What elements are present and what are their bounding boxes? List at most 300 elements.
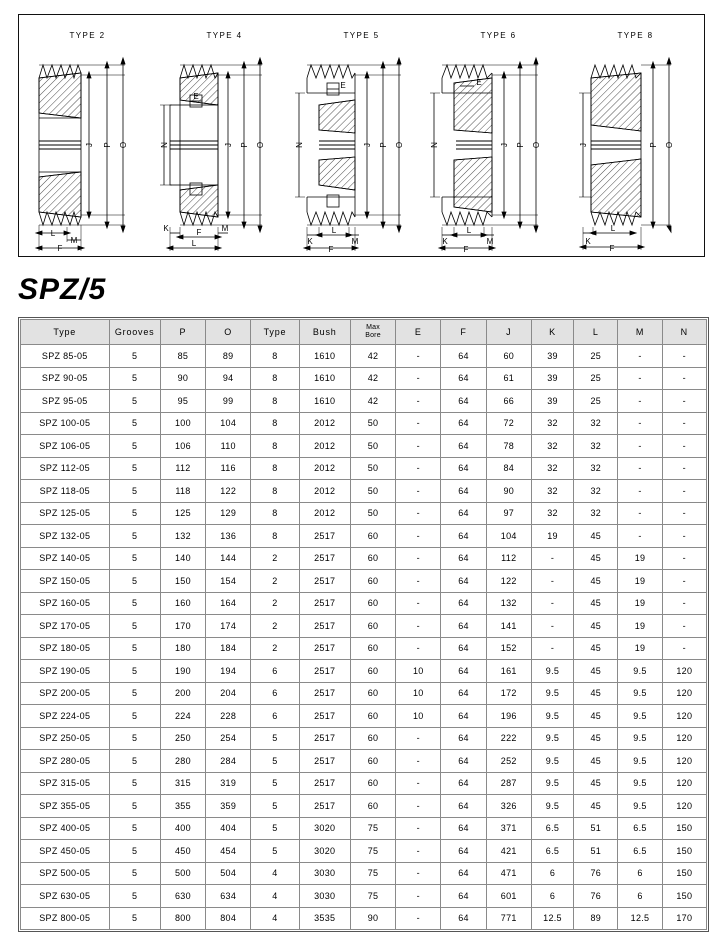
dim-label-m: M bbox=[70, 236, 78, 245]
cell-type2: 4 bbox=[251, 907, 299, 930]
cell-type2: 2 bbox=[251, 592, 299, 615]
cell-p: 150 bbox=[160, 570, 205, 593]
table-row bbox=[21, 502, 707, 525]
cell-p: 450 bbox=[160, 840, 205, 863]
column-header-k: K bbox=[531, 320, 573, 345]
dim-label-j: J bbox=[85, 143, 94, 147]
table-body bbox=[21, 345, 707, 930]
cell-k: 9.5 bbox=[531, 660, 573, 683]
cell-type: SPZ 132-05 bbox=[21, 525, 110, 548]
cell-type: SPZ 150-05 bbox=[21, 570, 110, 593]
dim-label-e: E bbox=[340, 81, 346, 90]
cell-e: - bbox=[396, 435, 441, 458]
cell-k: 9.5 bbox=[531, 727, 573, 750]
table-row bbox=[21, 907, 707, 930]
cell-m: 9.5 bbox=[618, 682, 662, 705]
column-header-p: P bbox=[160, 320, 205, 345]
cell-max_bore: 75 bbox=[350, 840, 395, 863]
cell-grooves: 5 bbox=[109, 705, 160, 728]
cell-type2: 2 bbox=[251, 570, 299, 593]
cell-type2: 8 bbox=[251, 412, 299, 435]
cell-f: 64 bbox=[441, 412, 486, 435]
cell-f: 64 bbox=[441, 390, 486, 413]
cell-grooves: 5 bbox=[109, 525, 160, 548]
cell-j: 60 bbox=[486, 345, 531, 368]
cell-m: 9.5 bbox=[618, 727, 662, 750]
cell-m: 19 bbox=[618, 570, 662, 593]
cell-e: - bbox=[396, 592, 441, 615]
cell-p: 250 bbox=[160, 727, 205, 750]
cell-o: 116 bbox=[206, 457, 251, 480]
cell-j: 371 bbox=[486, 817, 531, 840]
cell-k: - bbox=[531, 615, 573, 638]
cell-grooves: 5 bbox=[109, 817, 160, 840]
diagram-type-8-label: TYPE 8 bbox=[617, 31, 654, 40]
cell-grooves: 5 bbox=[109, 682, 160, 705]
cell-type2: 5 bbox=[251, 772, 299, 795]
cell-k: 6 bbox=[531, 885, 573, 908]
cell-n: 120 bbox=[662, 660, 706, 683]
spec-table-container bbox=[18, 317, 709, 932]
cell-l: 32 bbox=[574, 502, 618, 525]
cell-f: 64 bbox=[441, 727, 486, 750]
cell-grooves: 5 bbox=[109, 345, 160, 368]
cell-k: 39 bbox=[531, 367, 573, 390]
cell-e: - bbox=[396, 390, 441, 413]
cell-p: 112 bbox=[160, 457, 205, 480]
cell-n: 150 bbox=[662, 840, 706, 863]
dim-label-k: K bbox=[585, 237, 591, 246]
cell-l: 45 bbox=[574, 795, 618, 818]
cell-f: 64 bbox=[441, 840, 486, 863]
table-row bbox=[21, 435, 707, 458]
cell-n: 120 bbox=[662, 750, 706, 773]
cell-m: - bbox=[618, 390, 662, 413]
column-header-n: N bbox=[662, 320, 706, 345]
table-row bbox=[21, 367, 707, 390]
cell-type2: 5 bbox=[251, 840, 299, 863]
table-row bbox=[21, 592, 707, 615]
cell-type: SPZ 90-05 bbox=[21, 367, 110, 390]
cell-j: 61 bbox=[486, 367, 531, 390]
cell-type: SPZ 170-05 bbox=[21, 615, 110, 638]
cell-type: SPZ 125-05 bbox=[21, 502, 110, 525]
cell-k: 9.5 bbox=[531, 772, 573, 795]
cell-p: 106 bbox=[160, 435, 205, 458]
dim-label-j: J bbox=[500, 143, 509, 147]
cell-e: - bbox=[396, 412, 441, 435]
cell-e: - bbox=[396, 727, 441, 750]
cell-grooves: 5 bbox=[109, 637, 160, 660]
cell-type2: 4 bbox=[251, 862, 299, 885]
cell-bush: 2517 bbox=[299, 615, 350, 638]
cell-f: 64 bbox=[441, 795, 486, 818]
cell-j: 90 bbox=[486, 480, 531, 503]
cell-n: - bbox=[662, 457, 706, 480]
cell-type: SPZ 160-05 bbox=[21, 592, 110, 615]
cell-m: 9.5 bbox=[618, 660, 662, 683]
cell-m: - bbox=[618, 345, 662, 368]
cell-m: - bbox=[618, 502, 662, 525]
cell-f: 64 bbox=[441, 772, 486, 795]
cell-j: 601 bbox=[486, 885, 531, 908]
column-header-j: J bbox=[486, 320, 531, 345]
cell-k: 6.5 bbox=[531, 840, 573, 863]
cell-j: 112 bbox=[486, 547, 531, 570]
column-header-type: Type bbox=[21, 320, 110, 345]
cell-j: 771 bbox=[486, 907, 531, 930]
cell-bush: 3030 bbox=[299, 862, 350, 885]
dim-label-f: F bbox=[328, 245, 334, 254]
dim-label-n: N bbox=[295, 142, 304, 148]
cell-max_bore: 60 bbox=[350, 637, 395, 660]
column-header-bush: Bush bbox=[299, 320, 350, 345]
cell-e: - bbox=[396, 480, 441, 503]
cell-m: - bbox=[618, 457, 662, 480]
cell-p: 100 bbox=[160, 412, 205, 435]
cell-l: 45 bbox=[574, 637, 618, 660]
cell-j: 196 bbox=[486, 705, 531, 728]
cell-max_bore: 50 bbox=[350, 502, 395, 525]
table-row bbox=[21, 705, 707, 728]
cell-m: - bbox=[618, 525, 662, 548]
dim-label-p: P bbox=[516, 142, 525, 148]
dim-label-o: O bbox=[256, 141, 265, 149]
cell-o: 454 bbox=[206, 840, 251, 863]
cell-l: 25 bbox=[574, 345, 618, 368]
cell-o: 164 bbox=[206, 592, 251, 615]
cell-type2: 8 bbox=[251, 525, 299, 548]
cell-n: - bbox=[662, 345, 706, 368]
column-header-e: E bbox=[396, 320, 441, 345]
cell-type: SPZ 180-05 bbox=[21, 637, 110, 660]
cell-j: 78 bbox=[486, 435, 531, 458]
table-row bbox=[21, 615, 707, 638]
cell-k: 32 bbox=[531, 480, 573, 503]
cell-l: 25 bbox=[574, 367, 618, 390]
dim-label-j: J bbox=[579, 143, 588, 147]
cell-n: - bbox=[662, 525, 706, 548]
cell-k: 19 bbox=[531, 525, 573, 548]
diagram-type-2 bbox=[19, 15, 156, 256]
cell-f: 64 bbox=[441, 682, 486, 705]
table-row bbox=[21, 817, 707, 840]
cell-j: 152 bbox=[486, 637, 531, 660]
dim-label-f: F bbox=[57, 244, 63, 253]
dim-label-k: K bbox=[442, 237, 448, 246]
cell-type2: 5 bbox=[251, 795, 299, 818]
dim-label-m: M bbox=[486, 237, 494, 246]
table-row bbox=[21, 862, 707, 885]
cell-bush: 2517 bbox=[299, 637, 350, 660]
cell-j: 132 bbox=[486, 592, 531, 615]
cell-k: 9.5 bbox=[531, 705, 573, 728]
cell-n: - bbox=[662, 502, 706, 525]
cell-l: 32 bbox=[574, 480, 618, 503]
table-row bbox=[21, 412, 707, 435]
cell-o: 122 bbox=[206, 480, 251, 503]
cell-l: 45 bbox=[574, 547, 618, 570]
cell-type: SPZ 250-05 bbox=[21, 727, 110, 750]
cell-e: 10 bbox=[396, 660, 441, 683]
cell-bush: 1610 bbox=[299, 367, 350, 390]
dim-label-o: O bbox=[395, 141, 404, 149]
diagram-row bbox=[19, 15, 704, 256]
cell-l: 45 bbox=[574, 615, 618, 638]
cell-n: - bbox=[662, 367, 706, 390]
cell-l: 76 bbox=[574, 862, 618, 885]
cell-max_bore: 60 bbox=[350, 705, 395, 728]
type-6-drawing bbox=[430, 45, 567, 254]
cell-e: - bbox=[396, 547, 441, 570]
cell-m: 9.5 bbox=[618, 705, 662, 728]
cell-o: 89 bbox=[206, 345, 251, 368]
cell-e: - bbox=[396, 885, 441, 908]
dim-label-k: K bbox=[307, 237, 313, 246]
cell-l: 32 bbox=[574, 457, 618, 480]
dim-label-p: P bbox=[240, 142, 249, 148]
cell-m: - bbox=[618, 412, 662, 435]
cell-n: - bbox=[662, 390, 706, 413]
cell-k: - bbox=[531, 592, 573, 615]
cell-j: 72 bbox=[486, 412, 531, 435]
cell-p: 190 bbox=[160, 660, 205, 683]
cell-f: 64 bbox=[441, 435, 486, 458]
cell-l: 51 bbox=[574, 817, 618, 840]
cell-grooves: 5 bbox=[109, 840, 160, 863]
cell-n: - bbox=[662, 615, 706, 638]
cell-bush: 2517 bbox=[299, 592, 350, 615]
dim-label-l: L bbox=[610, 224, 616, 233]
cell-f: 64 bbox=[441, 637, 486, 660]
cell-type: SPZ 355-05 bbox=[21, 795, 110, 818]
column-header-m: M bbox=[618, 320, 662, 345]
cell-f: 64 bbox=[441, 345, 486, 368]
cell-l: 45 bbox=[574, 682, 618, 705]
cell-type2: 6 bbox=[251, 705, 299, 728]
cell-max_bore: 60 bbox=[350, 570, 395, 593]
cell-l: 45 bbox=[574, 592, 618, 615]
cell-o: 804 bbox=[206, 907, 251, 930]
cell-grooves: 5 bbox=[109, 660, 160, 683]
cell-j: 252 bbox=[486, 750, 531, 773]
cell-bush: 2012 bbox=[299, 457, 350, 480]
dim-label-p: P bbox=[379, 142, 388, 148]
cell-p: 170 bbox=[160, 615, 205, 638]
cell-k: 9.5 bbox=[531, 795, 573, 818]
dim-label-p: P bbox=[649, 142, 658, 148]
table-row bbox=[21, 345, 707, 368]
cell-grooves: 5 bbox=[109, 862, 160, 885]
table-row bbox=[21, 390, 707, 413]
dim-label-f: F bbox=[196, 228, 202, 237]
cell-o: 254 bbox=[206, 727, 251, 750]
cell-max_bore: 50 bbox=[350, 457, 395, 480]
dim-label-j: J bbox=[224, 143, 233, 147]
cell-o: 228 bbox=[206, 705, 251, 728]
diagram-type-2-label: TYPE 2 bbox=[69, 31, 106, 40]
cell-n: - bbox=[662, 435, 706, 458]
cell-grooves: 5 bbox=[109, 885, 160, 908]
cell-m: 19 bbox=[618, 547, 662, 570]
cell-m: 9.5 bbox=[618, 772, 662, 795]
cell-j: 421 bbox=[486, 840, 531, 863]
table-row bbox=[21, 547, 707, 570]
cell-max_bore: 75 bbox=[350, 862, 395, 885]
cell-bush: 2012 bbox=[299, 480, 350, 503]
cell-k: - bbox=[531, 547, 573, 570]
cell-m: 19 bbox=[618, 615, 662, 638]
cell-e: - bbox=[396, 615, 441, 638]
cell-k: 9.5 bbox=[531, 682, 573, 705]
cell-max_bore: 60 bbox=[350, 727, 395, 750]
cell-grooves: 5 bbox=[109, 772, 160, 795]
cell-n: - bbox=[662, 412, 706, 435]
table-row bbox=[21, 727, 707, 750]
cell-max_bore: 50 bbox=[350, 435, 395, 458]
dim-label-k: K bbox=[163, 224, 169, 233]
type-5-drawing bbox=[293, 45, 430, 254]
dim-label-o: O bbox=[665, 141, 674, 149]
cell-m: 9.5 bbox=[618, 795, 662, 818]
cell-bush: 2012 bbox=[299, 435, 350, 458]
cell-bush: 2012 bbox=[299, 502, 350, 525]
cell-f: 64 bbox=[441, 547, 486, 570]
cell-j: 172 bbox=[486, 682, 531, 705]
cell-k: 32 bbox=[531, 457, 573, 480]
cell-k: 6.5 bbox=[531, 817, 573, 840]
cell-l: 45 bbox=[574, 705, 618, 728]
cell-type: SPZ 630-05 bbox=[21, 885, 110, 908]
cell-k: 32 bbox=[531, 435, 573, 458]
diagram-type-4-label: TYPE 4 bbox=[206, 31, 243, 40]
cell-type2: 2 bbox=[251, 547, 299, 570]
table-row bbox=[21, 525, 707, 548]
cell-p: 400 bbox=[160, 817, 205, 840]
cell-p: 224 bbox=[160, 705, 205, 728]
specification-table bbox=[20, 319, 707, 930]
table-row bbox=[21, 660, 707, 683]
cell-e: 10 bbox=[396, 682, 441, 705]
cell-type2: 8 bbox=[251, 435, 299, 458]
cell-p: 125 bbox=[160, 502, 205, 525]
cell-m: - bbox=[618, 480, 662, 503]
cell-grooves: 5 bbox=[109, 435, 160, 458]
cell-type: SPZ 400-05 bbox=[21, 817, 110, 840]
cell-k: 9.5 bbox=[531, 750, 573, 773]
cell-max_bore: 60 bbox=[350, 525, 395, 548]
cell-type2: 8 bbox=[251, 502, 299, 525]
column-header-l: L bbox=[574, 320, 618, 345]
cell-max_bore: 90 bbox=[350, 907, 395, 930]
diagram-type-6-label: TYPE 6 bbox=[480, 31, 517, 40]
cell-l: 45 bbox=[574, 727, 618, 750]
table-row bbox=[21, 682, 707, 705]
cell-p: 95 bbox=[160, 390, 205, 413]
cell-type2: 8 bbox=[251, 367, 299, 390]
cell-o: 144 bbox=[206, 547, 251, 570]
cell-f: 64 bbox=[441, 862, 486, 885]
cell-l: 32 bbox=[574, 435, 618, 458]
cell-max_bore: 50 bbox=[350, 412, 395, 435]
cell-max_bore: 60 bbox=[350, 547, 395, 570]
cell-max_bore: 50 bbox=[350, 480, 395, 503]
cell-type: SPZ 100-05 bbox=[21, 412, 110, 435]
cell-e: - bbox=[396, 817, 441, 840]
cell-f: 64 bbox=[441, 570, 486, 593]
cell-p: 355 bbox=[160, 795, 205, 818]
cell-o: 184 bbox=[206, 637, 251, 660]
dim-label-n: N bbox=[430, 142, 439, 148]
cell-k: 12.5 bbox=[531, 907, 573, 930]
cell-grooves: 5 bbox=[109, 907, 160, 930]
cell-bush: 2517 bbox=[299, 525, 350, 548]
cell-m: 19 bbox=[618, 592, 662, 615]
dim-label-l: L bbox=[50, 229, 56, 238]
cell-type2: 5 bbox=[251, 750, 299, 773]
cell-bush: 2517 bbox=[299, 750, 350, 773]
cell-m: 6.5 bbox=[618, 817, 662, 840]
cell-max_bore: 60 bbox=[350, 772, 395, 795]
table-header-row bbox=[21, 320, 707, 345]
cell-type: SPZ 112-05 bbox=[21, 457, 110, 480]
cell-e: - bbox=[396, 525, 441, 548]
cell-n: 120 bbox=[662, 772, 706, 795]
table-row bbox=[21, 570, 707, 593]
cell-max_bore: 60 bbox=[350, 795, 395, 818]
diagram-type-4 bbox=[156, 15, 293, 256]
dim-label-e: E bbox=[476, 78, 482, 87]
cell-p: 85 bbox=[160, 345, 205, 368]
cell-grooves: 5 bbox=[109, 750, 160, 773]
cell-type: SPZ 106-05 bbox=[21, 435, 110, 458]
cell-k: 32 bbox=[531, 412, 573, 435]
cell-o: 284 bbox=[206, 750, 251, 773]
cell-type2: 8 bbox=[251, 457, 299, 480]
cell-o: 94 bbox=[206, 367, 251, 390]
cell-grooves: 5 bbox=[109, 570, 160, 593]
cell-l: 45 bbox=[574, 660, 618, 683]
cell-n: 150 bbox=[662, 862, 706, 885]
type-8-drawing bbox=[567, 45, 704, 253]
cell-j: 97 bbox=[486, 502, 531, 525]
cell-f: 64 bbox=[441, 525, 486, 548]
cell-grooves: 5 bbox=[109, 412, 160, 435]
cell-max_bore: 75 bbox=[350, 817, 395, 840]
cell-p: 160 bbox=[160, 592, 205, 615]
cell-o: 194 bbox=[206, 660, 251, 683]
diagram-type-5-label: TYPE 5 bbox=[343, 31, 380, 40]
cell-grooves: 5 bbox=[109, 592, 160, 615]
cell-grooves: 5 bbox=[109, 547, 160, 570]
cell-f: 64 bbox=[441, 660, 486, 683]
column-header-max_bore-line2: Bore bbox=[365, 332, 381, 339]
cell-m: 19 bbox=[618, 637, 662, 660]
cell-type: SPZ 85-05 bbox=[21, 345, 110, 368]
cell-type: SPZ 500-05 bbox=[21, 862, 110, 885]
cell-type2: 2 bbox=[251, 637, 299, 660]
cell-m: 9.5 bbox=[618, 750, 662, 773]
cell-p: 200 bbox=[160, 682, 205, 705]
cell-bush: 3020 bbox=[299, 840, 350, 863]
page-title: SPZ/5 bbox=[18, 273, 107, 306]
table-row bbox=[21, 457, 707, 480]
cell-f: 64 bbox=[441, 907, 486, 930]
cell-e: - bbox=[396, 502, 441, 525]
pulley-diagram-panel bbox=[18, 14, 705, 257]
cell-m: 6 bbox=[618, 862, 662, 885]
cell-e: - bbox=[396, 840, 441, 863]
